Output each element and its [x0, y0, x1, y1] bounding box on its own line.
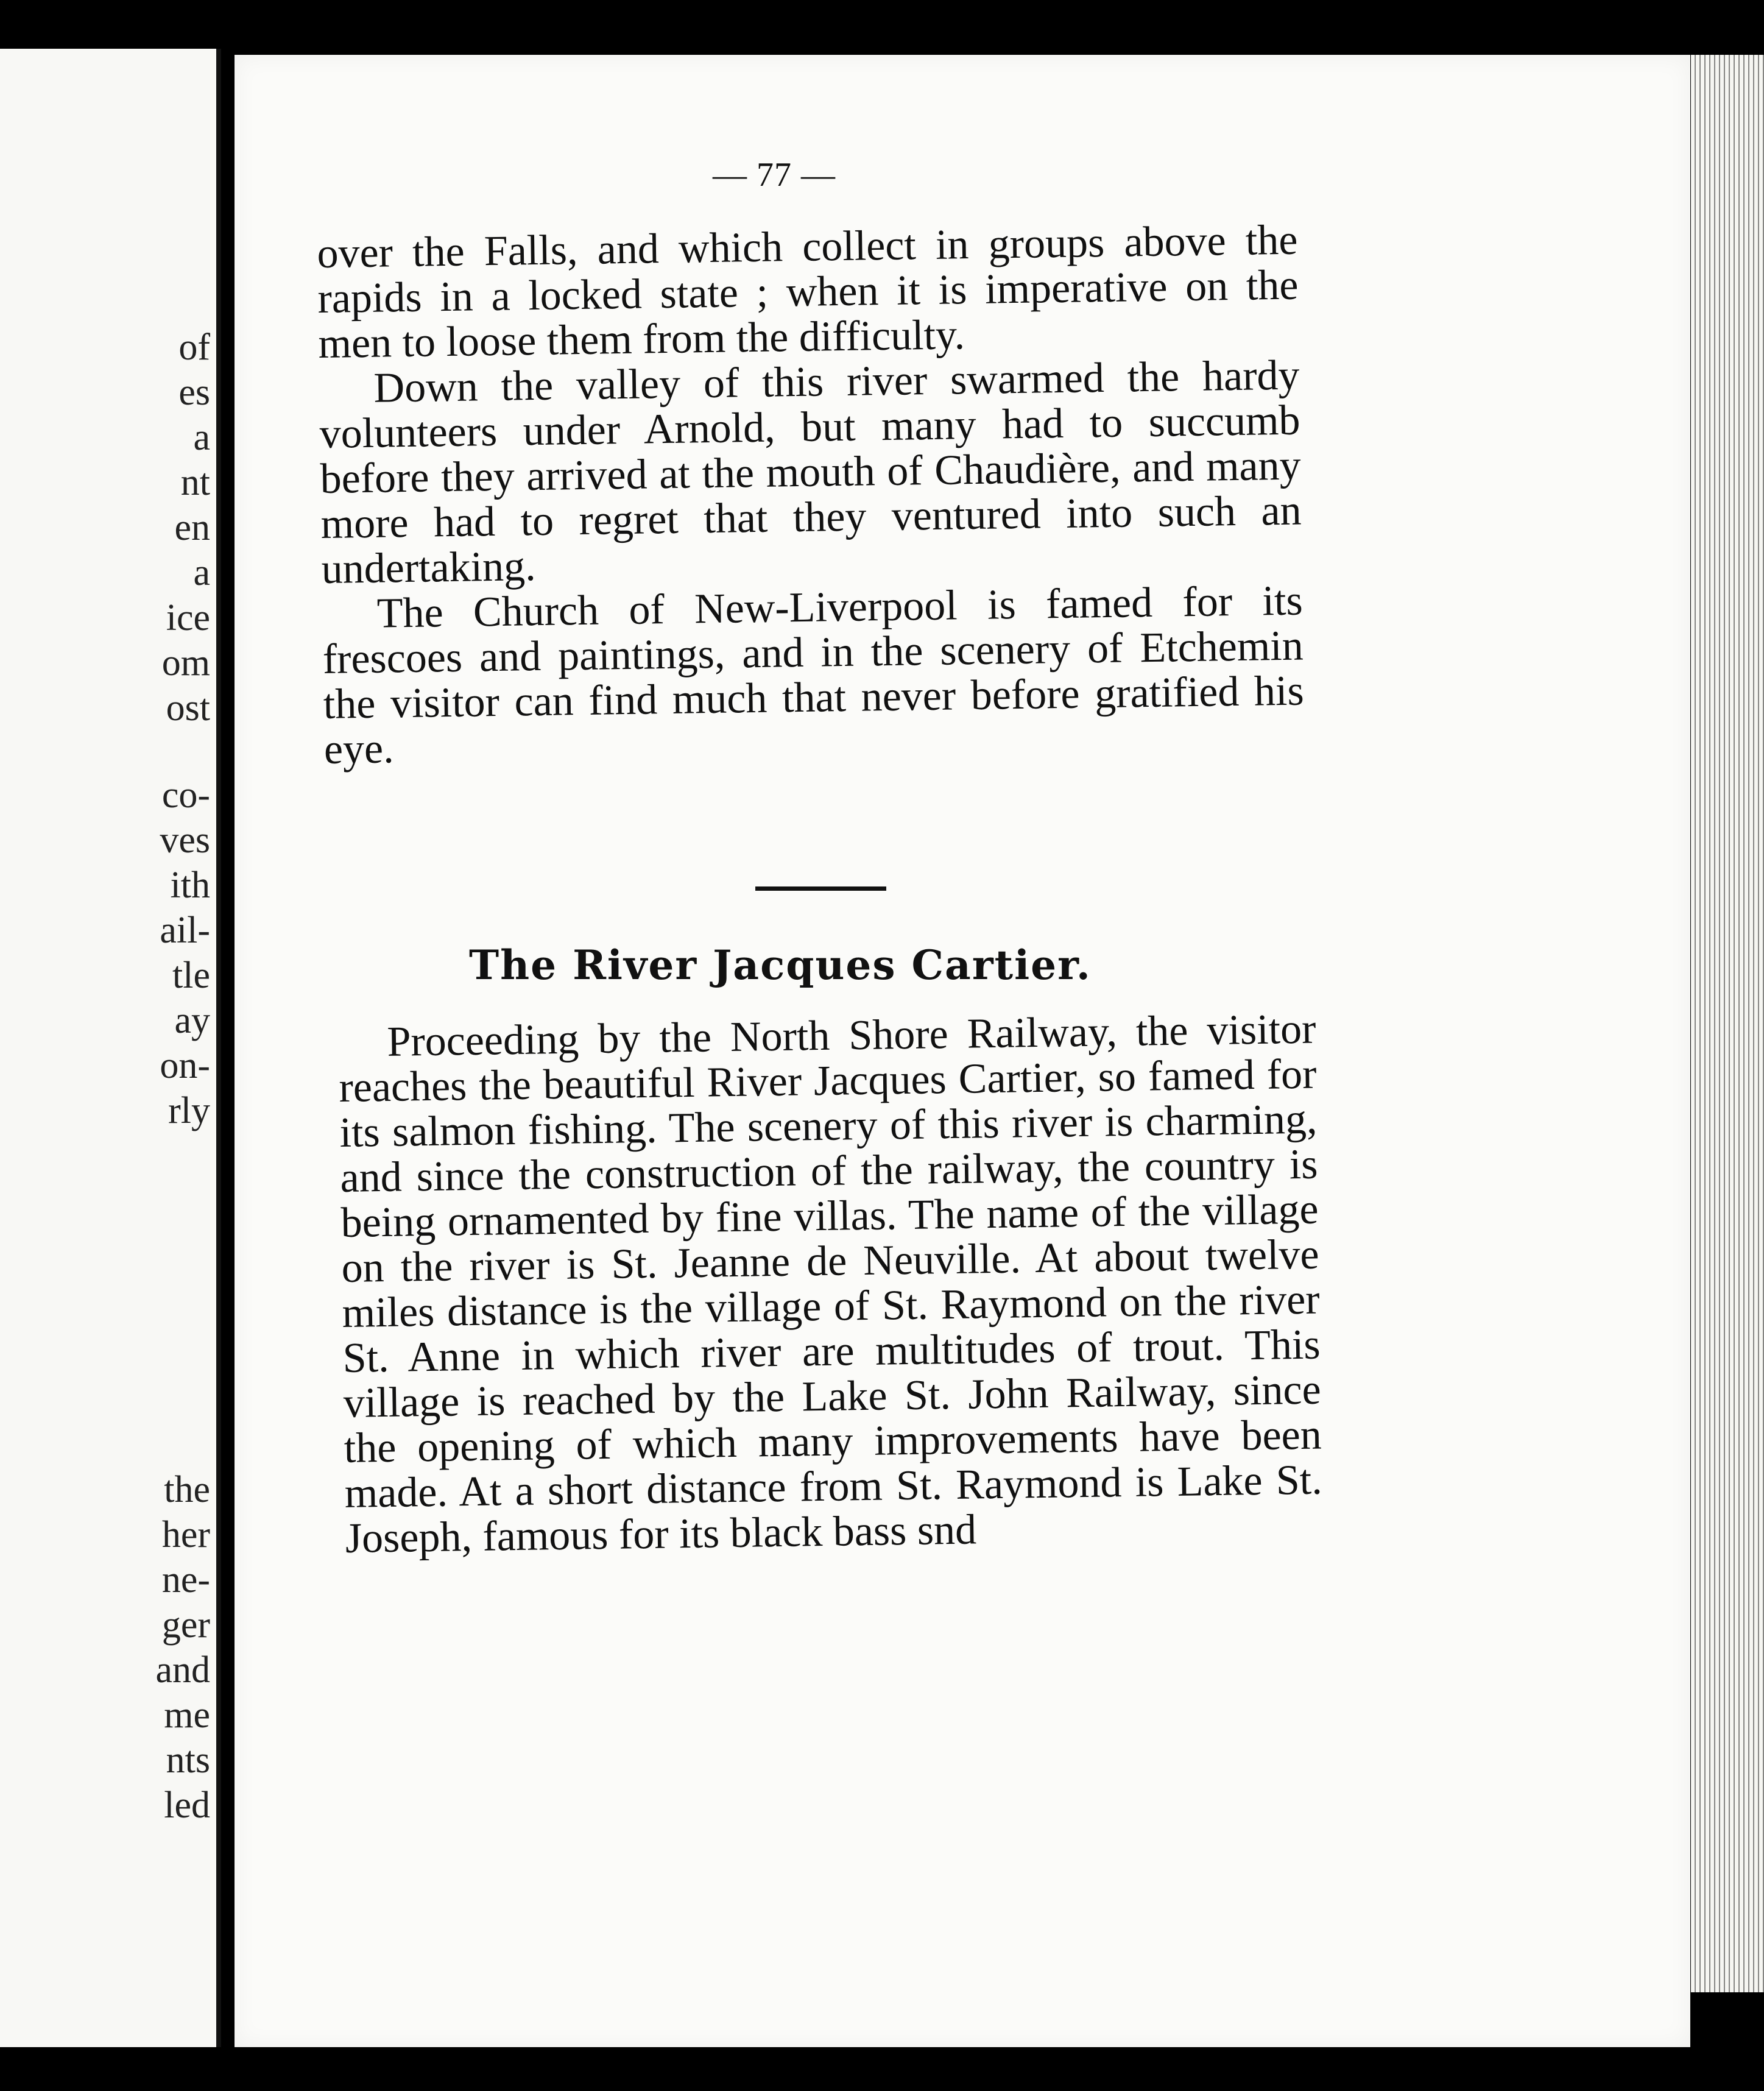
left-fragment: me [164, 1694, 210, 1736]
left-fragment: of [178, 327, 210, 368]
paragraph: The Church of New-Liverpool is famed for its frescoes and paintings, and in the scenery of Etchemin the visitor can find much that never before gratified his eye. [322, 577, 1305, 773]
left-fragment: ost [166, 687, 210, 729]
left-fragment: ne- [161, 1559, 210, 1601]
left-fragment: led [164, 1785, 210, 1826]
left-fragment: om [161, 642, 210, 684]
left-fragment: a [193, 417, 210, 458]
continued-text-block [317, 218, 1305, 773]
left-fragment: ail- [160, 910, 210, 951]
paragraph: Down the valley of this river swarmed the hardy volunteers under Arnold, but many had to succumb before they arrived at the mouth of Chaudière, and many more had to regret that they ventured into such an undertaking. [319, 352, 1302, 593]
left-fragment: tle [172, 955, 210, 996]
left-fragment: nts [166, 1739, 210, 1781]
section-divider [755, 886, 886, 891]
section-text-block [338, 1007, 1323, 1562]
left-fragment: ith [170, 865, 210, 906]
page-edge-stack [1691, 55, 1764, 1992]
section-heading: The River Jacques Cartier. [469, 941, 1092, 989]
paragraph: Proceeding by the North Shore Railway, the visitor reaches the beautiful River Jacques Cartier, so famed for its salmon fishing. The scenery of this river is charming, and since the construction of the railway, the country is being ornamented by fine villas. The name of the village on the river is St. Jeanne de Neuville. At about twelve miles distance is the village of St. Raymond on the river St. Anne in which river are multitudes of trout. This village is reached by the Lake St. John Railway, since the opening of which many improvements have been made. At a short distance from St. Raymond is Lake St. Joseph, famous for its black bass snd [339, 1005, 1323, 1562]
left-fragment: es [178, 372, 210, 413]
left-fragment: ger [161, 1604, 210, 1646]
left-fragment: a [193, 552, 210, 593]
left-fragment: her [161, 1514, 210, 1555]
page-number: — 77 — [713, 156, 836, 194]
left-fragment: and [155, 1649, 210, 1691]
left-fragment: en [174, 507, 210, 548]
left-fragment: rly [168, 1090, 210, 1131]
left-page-fragment [0, 49, 221, 2047]
left-fragment: ves [160, 819, 210, 861]
paragraph: over the Falls, and which collect in groups above the rapids in a locked state ; when it is imperative on the men to loose them from the difficulty. [316, 216, 1299, 367]
left-fragment: co- [161, 774, 210, 816]
left-fragment: the [164, 1469, 210, 1510]
left-fragment: nt [180, 462, 210, 503]
left-fragment: ice [166, 597, 210, 639]
left-fragment: ay [174, 1000, 210, 1041]
left-fragment: on- [160, 1045, 210, 1086]
